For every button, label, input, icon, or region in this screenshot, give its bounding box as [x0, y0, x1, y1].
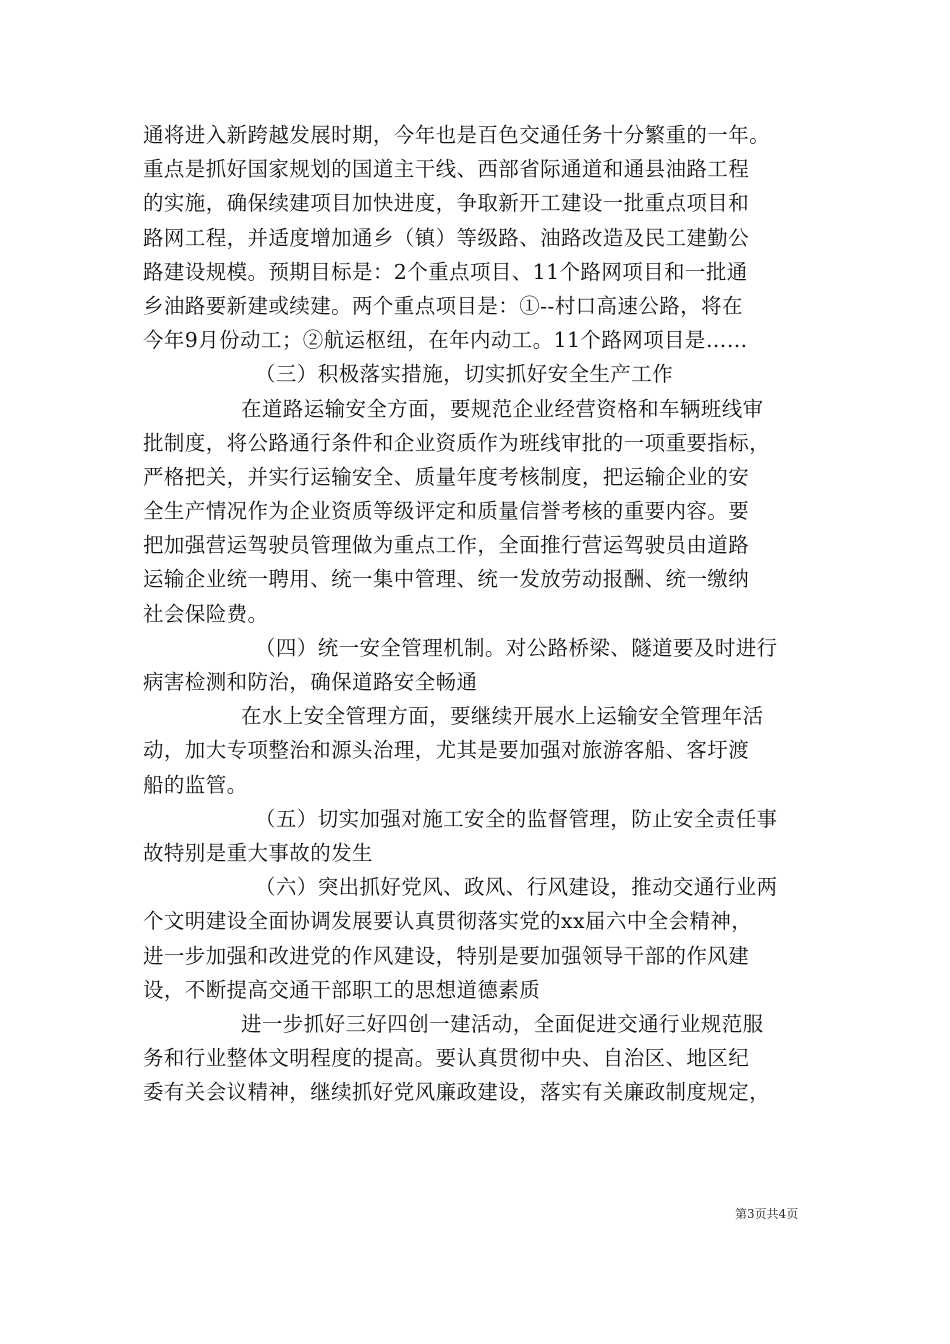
text-line: 船的监管。 — [143, 772, 248, 797]
text-line: 在水上安全管理方面，要继续开展水上运输安全管理年活 — [241, 704, 764, 729]
text-line: 进一步抓好三好四创一建活动，全面促进交通行业规范服 — [241, 1011, 764, 1036]
text-line: 动，加大专项整治和源头治理，尤其是要加强对旅游客船、客圩渡 — [143, 738, 750, 763]
text-line: 设，不断提高交通干部职工的思想道德素质 — [143, 977, 541, 1002]
text-line: 进一步加强和改进党的作风建设，特别是要加强领导干部的作风建 — [143, 943, 750, 968]
text-line: 严格把关，并实行运输安全、质量年度考核制度，把运输企业的安 — [143, 464, 750, 489]
text-line: 全生产情况作为企业资质等级评定和质量信誉考核的重要内容。要 — [143, 499, 750, 524]
text-line: 病害检测和防治，确保道路安全畅通 — [143, 670, 478, 694]
document-body — [143, 118, 815, 1109]
text-line: 通将进入新跨越发展时期，今年也是百色交通任务十分繁重的一年。 — [143, 123, 770, 147]
text-line: （三）积极落实措施，切实抓好安全生产工作 — [255, 362, 673, 387]
text-line: 在道路运输安全方面，要规范企业经营资格和车辆班线审 — [241, 396, 764, 421]
text-line: 把加强营运驾驶员管理做为重点工作，全面推行营运驾驶员由道路 — [143, 533, 750, 558]
text-line: 批制度，将公路通行条件和企业资质作为班线审批的一项重要指标， — [143, 430, 770, 455]
text-line: 的实施，确保续建项目加快进度，争取新开工建设一批重点项目和 — [143, 191, 750, 216]
text-line: 运输企业统一聘用、统一集中管理、统一发放劳动报酬、统一缴纳 — [143, 567, 750, 592]
text-line: 今年9月份动工；②航运枢纽，在年内动工。11个路网项目是…… — [143, 328, 748, 353]
text-line: 委有关会议精神，继续抓好党风廉政建设，落实有关廉政制度规定， — [143, 1080, 770, 1105]
text-line: 重点是抓好国家规划的国道主干线、西部省际通道和通县油路工程 — [143, 157, 750, 182]
text-line: 故特别是重大事故的发生 — [143, 840, 373, 865]
text-line: 务和行业整体文明程度的提高。要认真贯彻中央、自治区、地区纪 — [143, 1046, 750, 1071]
text-line: （四）统一安全管理机制。对公路桥梁、隧道要及时进行 — [255, 635, 778, 660]
text-line: 路建设规模。预期目标是：2个重点项目、11个路网项目和一批通 — [143, 259, 748, 284]
text-line: （六）突出抓好党风、政风、行风建设，推动交通行业两 — [255, 875, 778, 900]
text-line: 乡油路要新建或续建。两个重点项目是：①--村口高速公路，将在 — [143, 293, 743, 318]
text-line: （五）切实加强对施工安全的监督管理，防止安全责任事 — [255, 806, 778, 831]
text-line: 路网工程，并适度增加通乡（镇）等级路、油路改造及民工建勤公 — [143, 225, 750, 250]
text-line: 社会保险费。 — [143, 601, 269, 626]
text-line: 个文明建设全面协调发展要认真贯彻落实党的xx届六中全会精神， — [143, 909, 753, 934]
page-footer: 第3页共4页 — [735, 1207, 799, 1221]
